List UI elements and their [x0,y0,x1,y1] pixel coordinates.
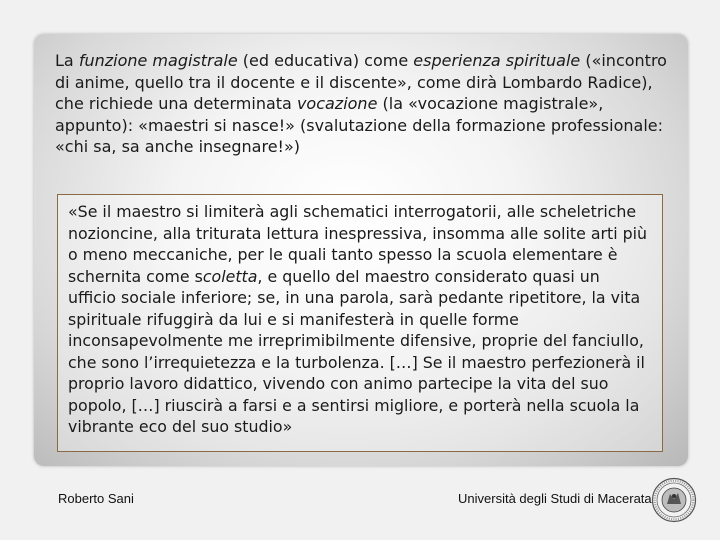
quote-text: «Se il maestro si limiterà agli schematici interrogatorii, alle scheletriche nozioncine, alla triturata lettura inespressiva, insomma alle solite arti più o meno meccaniche, per le quali tanto spesso la scuola elementare è schernita come scoletta, e quello del maestro considerato quasi un ufficio sociale inferiore; se, in una parola, sarà pedante ripetitore, la vita spirituale rifuggirà da lui e si manifesterà in quelle forme inconsapevolmente me irreprimibilmente difensive, proprie del fanciullo, che sono l’irrequietezza e la turbolenza. […] Se il maestro perfezionerà il proprio lavoro didattico, vivendo con animo partecipe la vita del suo popolo, […] riuscirà a farsi e a sentirsi migliore, e porterà nella scuola la vibrante eco del suo studio» [68,202,648,436]
footer-university: Università degli Studi di Macerata [458,491,652,506]
intro-paragraph: La funzione magistrale (ed educativa) come esperienza spirituale («incontro di anime, quello tra il docente e il discente», come dirà Lombardo Radice), che richiede una determinata vocazione (la «vocazione magistrale», appunto): «maestri si nasce!» (svalutazione della formazione professionale: «chi sa, sa anche insegnare!») [55,51,667,156]
quote-box [57,194,663,452]
footer-author: Roberto Sani [58,491,134,506]
university-seal-icon [651,477,697,523]
